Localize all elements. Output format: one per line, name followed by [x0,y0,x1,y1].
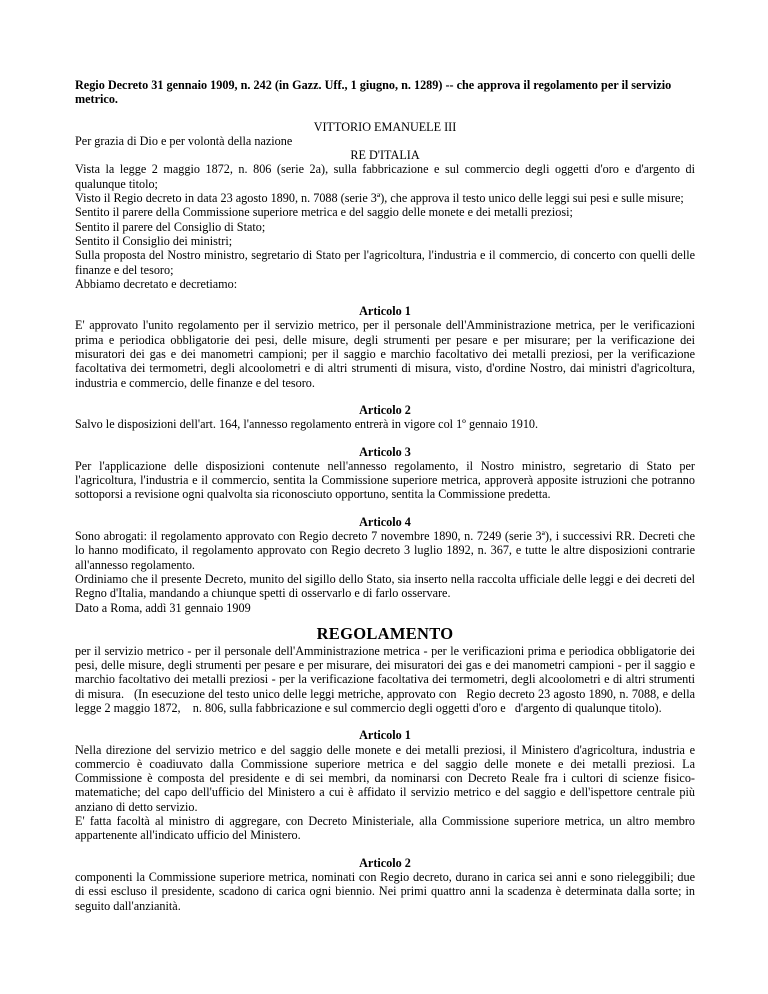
decree-article-4 [75,515,695,615]
preamble-line: Sentito il parere del Consiglio di Stato; [75,219,266,234]
regulation-intro: per il servizio metrico - per il personale dell'Amministrazione metrica - per le verificazioni prima e periodica obbligatorie dei pesi, delle misure, degli strumenti per pesare e per misurare, dei misuratori dei gas e dei manometri campioni - per il saggio e marchio facoltativo dei metalli preziosi - per la verificazione facoltativa dei termometri, degli alcoolometri e di altri strumenti di misura. (In esecuzione del testo unico delle leggi metriche, approvato con Regio decreto 23 agosto 1890, n. 7088, e della legge 2 maggio 1872, n. 806, sulla fabbricazione e sul commercio degli oggetti d'oro e d'argento di qualunque titolo). [75,643,699,715]
article-title: Articolo 3 [359,444,411,459]
decree-article-2 [75,403,695,432]
article-text: Per l'applicazione delle disposizioni contenute nell'annesso regolamento, il Nostro ministro, segretario di Stato per l'agricoltura, l'industria e il commercio, sentita la Commissione superiore metrica, approverà apposite istruzioni che potranno sottoporsi a revisione ogni qualvolta sia riconosciuto opportuno, sentita la Commissione predetta. [75,458,695,502]
article-title: Articolo 2 [359,402,411,417]
article-title: Articolo 1 [359,304,411,319]
decree-article-1 [75,304,695,390]
preamble-line: Vista la legge 2 maggio 1872, n. 806 (serie 2a), sulla fabbricazione e sul commercio degli oggetti d'oro e d'argento di qualunque titolo; [75,162,695,191]
decree-article-3 [75,445,695,502]
article-text: E' approvato l'unito regolamento per il servizio metrico, per il personale dell'Amministrazione metrica, per le verificazioni prima e periodica obbligatorie dei pesi, delle misure, degli strumenti per pesare e per misurare; per la verificazione dei misuratori dei gas e dei manometri campioni; per il saggio e marchio facoltativo dei metalli preziosi, per la verificazione facoltativa dei termometri, degli alcoolometri e di altri strumenti di misura, visto, d'ordine Nostro, dai ministri d'agricoltura, industria e commercio, delle finanze e del tesoro. [75,318,695,390]
document-header: Regio Decreto 31 gennaio 1909, n. 242 (in Gazz. Uff., 1 giugno, n. 1289) -- che approva il regolamento per il servizio metrico. [75,78,672,107]
preamble [75,162,695,291]
preamble-line: Visto il Regio decreto in data 23 agosto 1890, n. 7088 (serie 3ª), che approva il testo unico delle leggi sui pesi e sulle misure; [75,191,684,206]
sovereign-name: VITTORIO EMANUELE III [313,119,457,134]
article-title: Articolo 1 [359,728,411,743]
article-text: E' fatta facoltà al ministro di aggregare, con Decreto Ministeriale, alla Commissione superiore metrica, un altro membro appartenente all'indicato ufficio del Ministero. [75,814,695,843]
preamble-line: Sentito il parere della Commissione superiore metrica e del saggio delle monete e dei metalli preziosi; [75,205,573,220]
document-page [75,78,699,913]
grace-formula: Per grazia di Dio e per volontà della nazione [75,133,293,148]
king-title: RE D'ITALIA [350,148,420,163]
article-text: Salvo le disposizioni dell'art. 164, l'annesso regolamento entrerà in vigore col 1º gennaio 1910. [75,417,539,432]
decree-date: Dato a Roma, addì 31 gennaio 1909 [75,600,251,615]
article-text: Sono abrogati: il regolamento approvato con Regio decreto 7 novembre 1890, n. 7249 (serie 3ª), i successivi RR. Decreti che lo hanno modificato, il regolamento approvato con Regio decreto 3 luglio 1892, n. 367, e tutte le altre disposizioni contrarie all'annesso regolamento. [75,529,695,572]
regulation-title: REGOLAMENTO [316,623,454,643]
article-text: componenti la Commissione superiore metrica, nominati con Regio decreto, durano in carica sei anni e sono rieleggibili; due di essi escluso il presidente, scadono di carica ogni biennio. Nei primi quattro anni la scadenza è determinata dalla sorte; in seguito dall'anzianità. [75,869,695,913]
article-text: Nella direzione del servizio metrico e del saggio delle monete e dei metalli preziosi, il Ministero d'agricoltura, industria e commercio è coadiuvato dalla Commissione superiore metrica e del saggio delle monete e dei metalli preziosi. La Commissione è composta del presidente e di sei membri, da nominarsi con Decreto Reale fra i cultori di scienze fisico-matematiche; del capo dell'ufficio del Ministero a cui è affidato il servizio metrico e del saggio e dell'ispettore centrale più anziano di detto servizio. [75,742,695,814]
article-title: Articolo 4 [359,514,411,529]
article-text: Ordiniamo che il presente Decreto, munito del sigillo dello Stato, sia inserto nella raccolta ufficiale delle leggi e dei decreti del Regno d'Italia, mandando a chiunque spetti di osservarlo e di farlo osservare. [75,571,695,601]
article-title: Articolo 2 [359,855,411,870]
preamble-line: Sentito il Consiglio dei ministri; [75,233,233,248]
preamble-line: Sulla proposta del Nostro ministro, segretario di Stato per l'agricoltura, l'industria e il commercio, di concerto con quelli delle finanze e del tesoro; [75,248,695,277]
regulation-article-1 [75,728,695,842]
regulation-article-2 [75,856,695,913]
preamble-line: Abbiamo decretato e decretiamo: [75,276,238,291]
